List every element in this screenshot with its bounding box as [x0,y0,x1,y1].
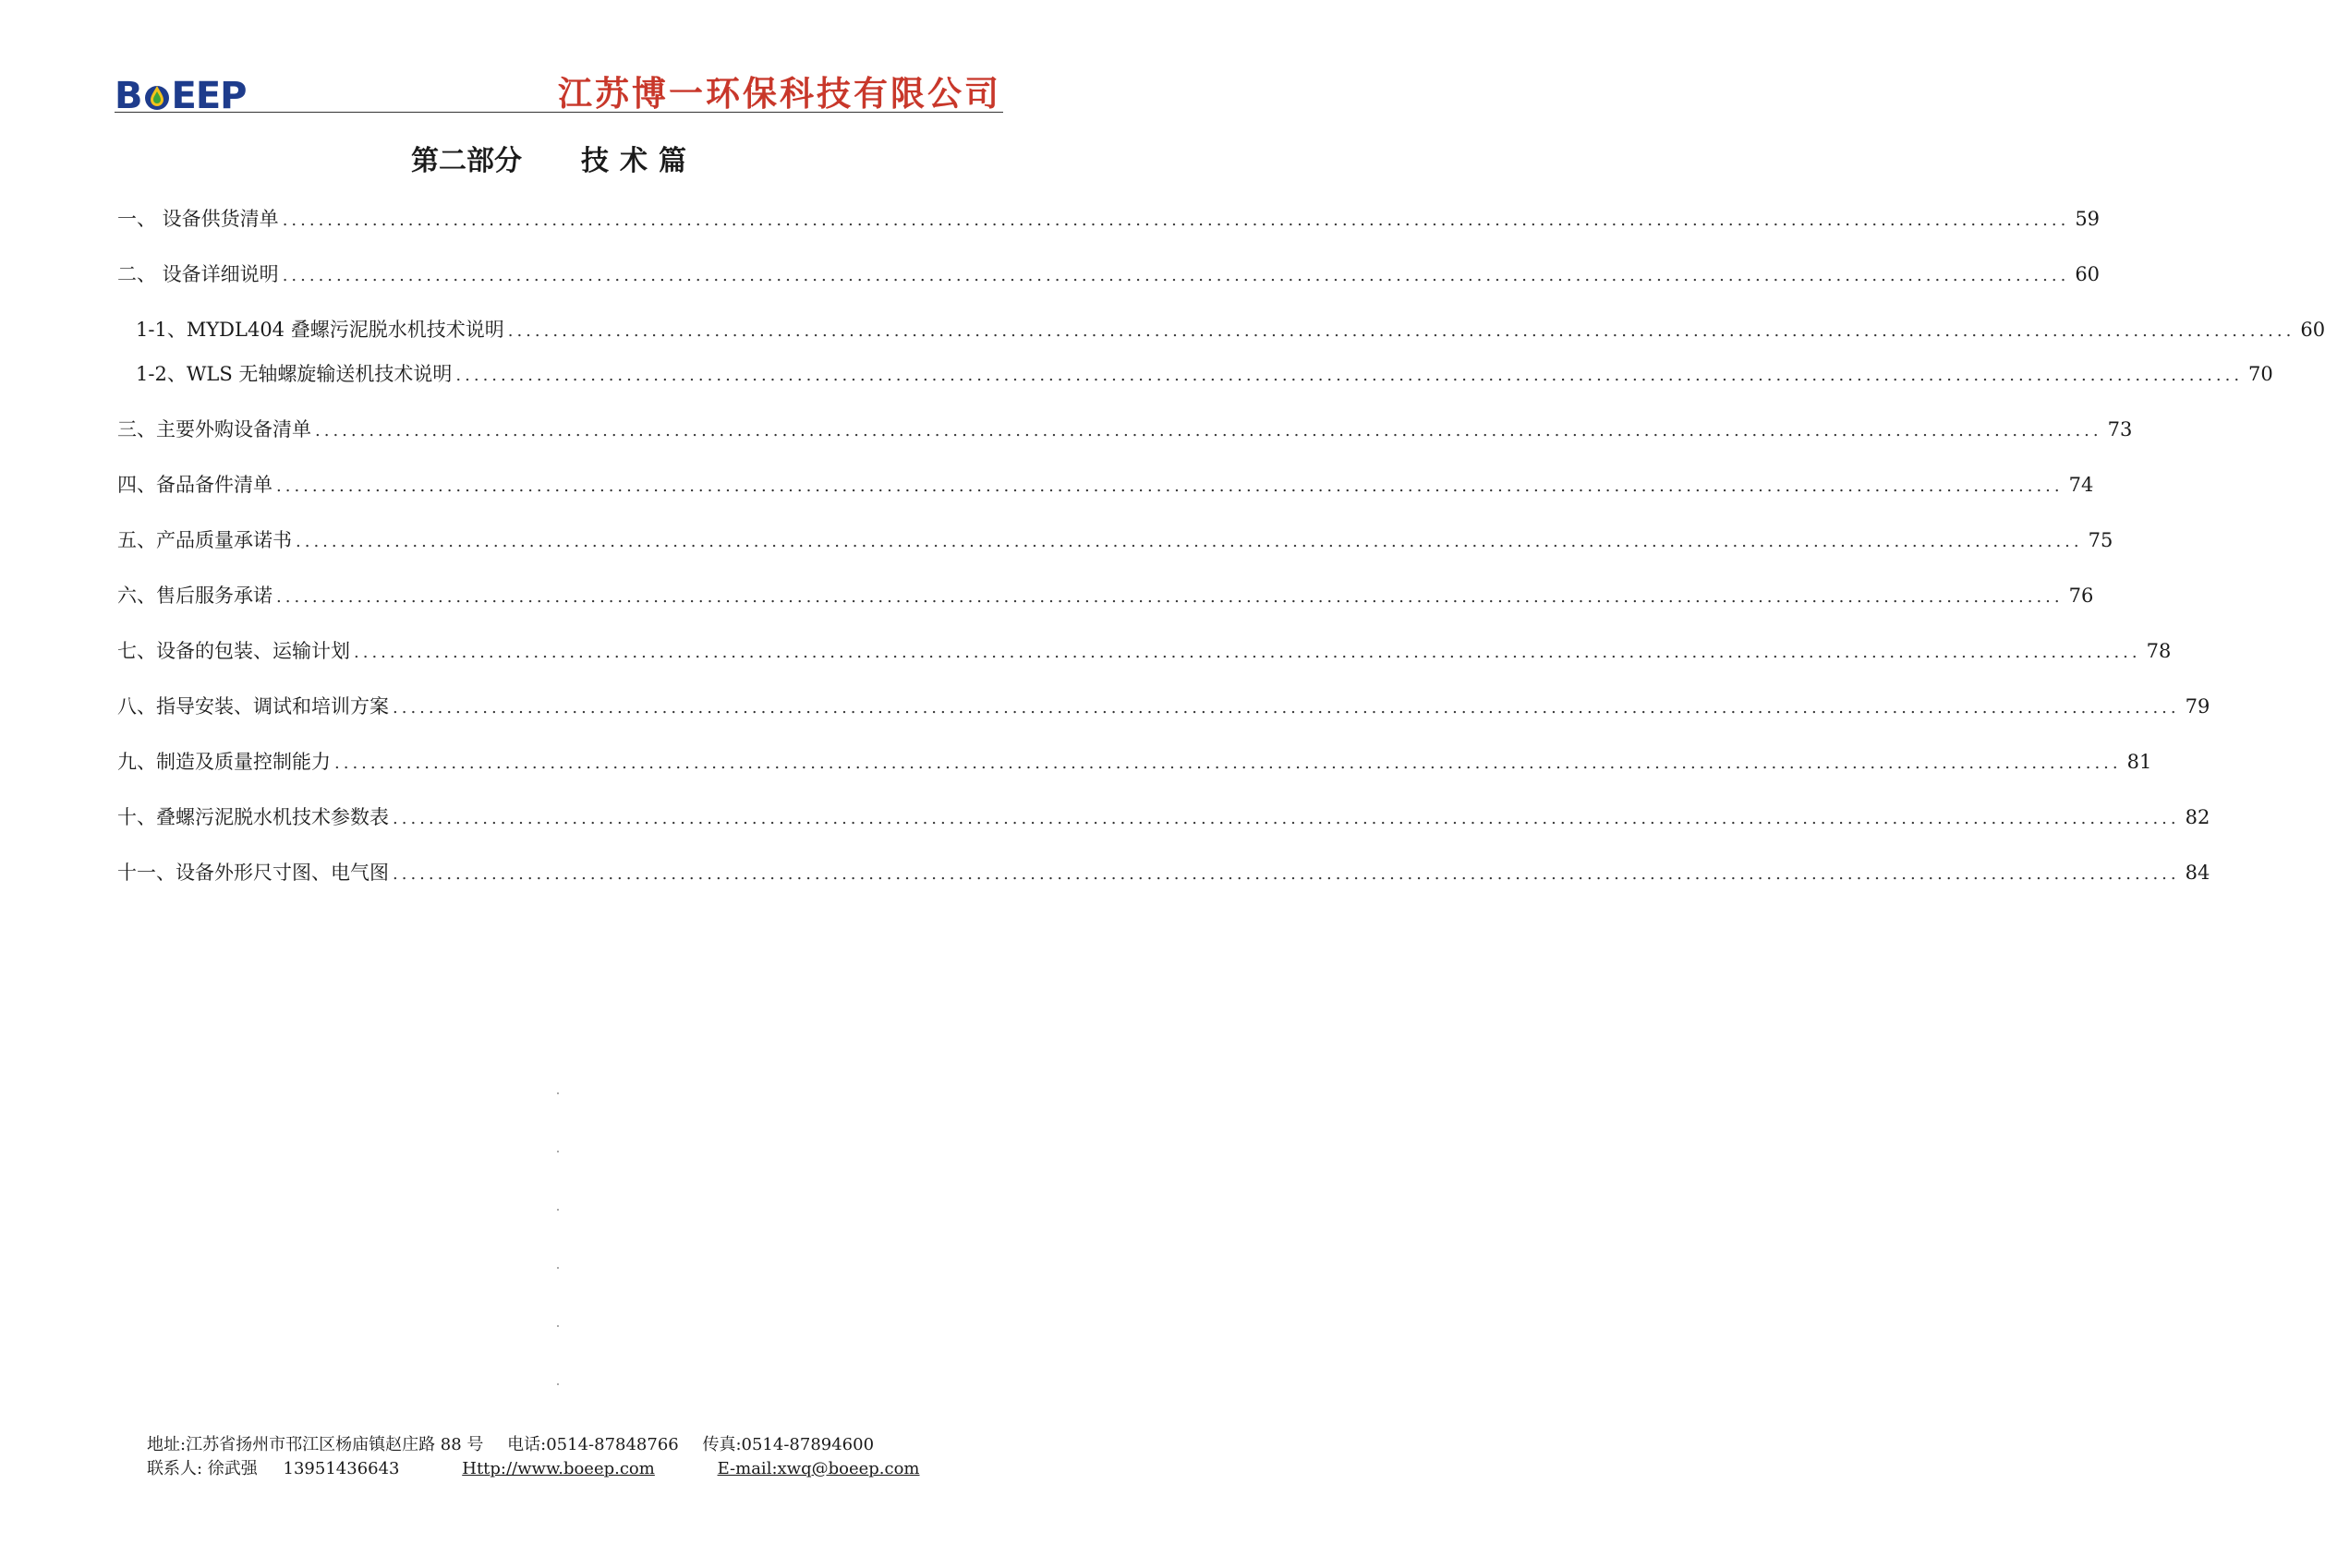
toc-entry-page-number: 81 [2126,751,2152,773]
logo-letters-eep: EEP [171,75,247,117]
toc-entry-label: 三、主要外购设备清单 [117,418,311,440]
toc-entry-page-number: 60 [2300,319,2325,341]
toc-dot-leader: ....................................................................................................................................................................................................... [507,321,2295,341]
toc-entry-label: 十一、设备外形尺寸图、电气图 [117,862,389,884]
footer-contact: 联系人: 徐武强 [147,1459,258,1478]
toc-dot-leader: ....................................................................................................................................................................................................... [393,809,2180,828]
toc-entry[interactable] [117,693,2210,720]
toc-dot-leader: ....................................................................................................................................................................................................... [276,587,2064,607]
toc-entry[interactable] [117,526,2113,554]
toc-entry[interactable] [117,859,2210,887]
toc-dot-leader: ....................................................................................................................................................................................................... [334,754,2122,773]
toc-entry-label: 九、制造及质量控制能力 [117,751,331,773]
toc-entry-label: 一、 设备供货清单 [117,208,279,230]
footer-mobile: 13951436643 [283,1459,400,1478]
scan-dot [557,1383,559,1385]
toc-dot-leader: ....................................................................................................................................................................................................... [354,643,2141,662]
logo-letter-b: B [115,75,142,117]
toc-entry-page-number: 75 [2088,529,2113,551]
footer-line-1 [147,1433,978,1457]
toc-entry-page-number: 82 [2185,806,2210,828]
title-part-name: 技术篇 [581,145,697,177]
toc-entry-page-number: 60 [2075,263,2101,285]
company-logo [115,74,246,115]
page-header [115,74,1001,115]
toc-entry-page-number: 59 [2075,208,2101,230]
toc-entry-label: 1-1、MYDL404 叠螺污泥脱水机技术说明 [136,319,504,341]
toc-entry-page-number: 78 [2146,640,2172,662]
toc-entry-page-number: 79 [2185,695,2210,718]
toc-entry[interactable] [117,471,2094,499]
water-drop-icon [143,80,171,112]
toc-entry-label: 五、产品质量承诺书 [117,529,292,551]
toc-entry[interactable] [117,637,2172,665]
toc-dot-leader: ....................................................................................................................................................................................................... [276,476,2064,496]
toc-entry-label: 二、 设备详细说明 [117,263,279,285]
footer-line-2 [147,1457,978,1481]
section-title [0,143,1108,180]
toc-entry-page-number: 70 [2248,363,2273,385]
scan-dot [557,1325,559,1327]
toc-dot-leader: ....................................................................................................................................................................................................... [296,532,2083,551]
footer-phone: 电话:0514-87848766 [507,1435,679,1454]
toc-entry[interactable] [117,582,2094,609]
toc-entry-page-number: 84 [2185,862,2210,884]
toc-dot-leader: ....................................................................................................................................................................................................... [455,366,2244,385]
scan-dot [557,1209,559,1211]
toc-entry-label: 1-2、WLS 无轴螺旋输送机技术说明 [136,363,453,385]
toc-entry-label: 八、指导安装、调试和培训方案 [117,695,389,718]
toc-dot-leader: ....................................................................................................................................................................................................... [282,266,2070,285]
toc-entry-page-number: 76 [2068,585,2094,607]
toc-entry[interactable] [117,260,2101,288]
toc-entry-label: 六、售后服务承诺 [117,585,272,607]
scan-dot [557,1151,559,1152]
toc-entry[interactable] [117,360,2273,388]
page-footer [147,1433,978,1481]
title-part-number: 第二部分 [411,145,522,177]
toc-dot-leader: ....................................................................................................................................................................................................... [393,698,2180,718]
footer-email-link[interactable]: E-mail:xwq@boeep.com [717,1459,920,1478]
toc-dot-leader: ....................................................................................................................................................................................................... [282,211,2070,230]
toc-entry[interactable] [117,416,2133,443]
company-name: 江苏博一环保科技有限公司 [558,74,1001,114]
footer-fax: 传真:0514-87894600 [702,1435,875,1454]
scan-dot [557,1092,559,1094]
toc-dot-leader: ....................................................................................................................................................................................................... [315,421,2102,440]
header-divider [115,112,1003,113]
toc-entry[interactable] [117,316,2325,344]
toc-entry-label: 四、备品备件清单 [117,474,272,496]
toc-entry-label: 十、叠螺污泥脱水机技术参数表 [117,806,389,828]
toc-dot-leader: ....................................................................................................................................................................................................... [393,864,2180,884]
footer-website-link[interactable]: Http://www.boeep.com [462,1459,655,1478]
toc-entry[interactable] [117,803,2210,831]
scan-dot [557,1267,559,1269]
toc-entry-page-number: 73 [2107,418,2133,440]
footer-address: 地址:江苏省扬州市邗江区杨庙镇赵庄路 88 号 [147,1435,484,1454]
toc-entry[interactable] [117,205,2101,233]
toc-entry-page-number: 74 [2068,474,2094,496]
toc-entry[interactable] [117,748,2152,776]
toc-entry-label: 七、设备的包装、运输计划 [117,640,350,662]
